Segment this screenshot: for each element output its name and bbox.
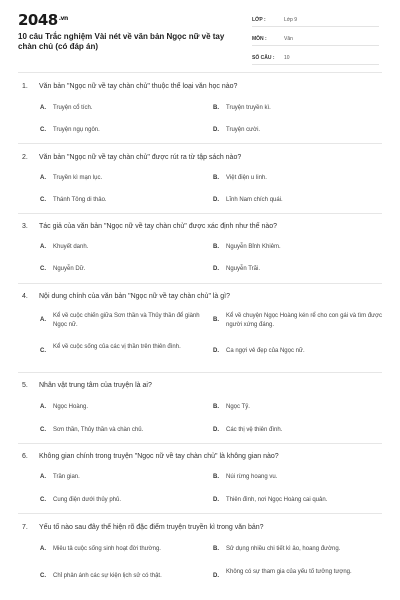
meta-row-subject bbox=[252, 32, 379, 46]
meta-label: LỚP : bbox=[252, 16, 266, 23]
option-letter: D. bbox=[213, 127, 219, 133]
option-letter: B. bbox=[213, 404, 219, 410]
option-letter: D. bbox=[213, 197, 219, 203]
question-text: Tác giả của văn bản "Ngọc nữ về tay chàn chủ" được xác định như thế nào? bbox=[39, 223, 278, 230]
option-letter: C. bbox=[40, 127, 46, 133]
option-letter: B. bbox=[213, 317, 219, 323]
option-text: Cung điện dưới thủy phủ. bbox=[53, 497, 121, 503]
option-text: Truyện ngụ ngôn. bbox=[53, 127, 100, 133]
option-letter: A. bbox=[40, 175, 46, 181]
option-text: Sử dụng nhiều chi tiết kì ảo, hoang đường. bbox=[226, 546, 341, 552]
meta-value: Lớp 9 bbox=[284, 16, 298, 23]
divider bbox=[18, 143, 382, 144]
option-letter: B. bbox=[213, 244, 219, 250]
option-text: Nguyễn Trãi. bbox=[226, 266, 261, 272]
meta-value: 10 bbox=[284, 54, 290, 61]
divider bbox=[18, 513, 382, 514]
option-text: Truyền kì mạn lục. bbox=[53, 175, 103, 181]
document-meta bbox=[252, 13, 379, 70]
option-text: Nguyễn Dữ. bbox=[53, 266, 86, 272]
logo-text: 2048 bbox=[18, 11, 58, 29]
divider bbox=[18, 283, 382, 284]
option-text: Kể về cuộc chiến giữa Sơn thần và Thủy thần để giành Ngọc nữ. bbox=[53, 313, 200, 328]
question-number: 5. bbox=[22, 382, 28, 389]
option-text: Nguyễn Bỉnh Khiêm. bbox=[226, 244, 281, 250]
option-letter: D. bbox=[213, 266, 219, 272]
divider bbox=[18, 443, 382, 444]
option-letter: A. bbox=[40, 317, 46, 323]
divider bbox=[18, 213, 382, 214]
option-letter: D. bbox=[213, 573, 219, 579]
divider bbox=[18, 72, 382, 73]
option-text: Ca ngợi vẻ đẹp của Ngọc nữ. bbox=[226, 348, 305, 354]
option-letter: A. bbox=[40, 404, 46, 410]
option-letter: A. bbox=[40, 474, 46, 480]
question-number: 6. bbox=[22, 453, 28, 460]
meta-label: MÔN : bbox=[252, 35, 267, 42]
question-number: 2. bbox=[22, 154, 28, 161]
meta-label: SỐ CÂU : bbox=[252, 54, 275, 61]
option-text: Việt điện u linh. bbox=[226, 175, 267, 181]
option-letter: B. bbox=[213, 474, 219, 480]
option-text: Kể về cuộc sống của các vị thần trên thiên đình. bbox=[53, 344, 181, 350]
option-letter: C. bbox=[40, 266, 46, 272]
option-text: Truyện cổ tích. bbox=[53, 105, 93, 111]
question-number: 3. bbox=[22, 223, 28, 230]
page-header bbox=[0, 0, 400, 72]
meta-value: Văn bbox=[284, 35, 293, 42]
option-text: Lĩnh Nam chích quái. bbox=[226, 197, 283, 203]
meta-row-count bbox=[252, 51, 379, 65]
option-text: Truyện cười. bbox=[226, 127, 261, 133]
question-number: 1. bbox=[22, 83, 28, 90]
option-text: Thiên đình, nơi Ngọc Hoàng cai quản. bbox=[226, 497, 328, 503]
option-text: Núi rừng hoang vu. bbox=[226, 474, 278, 480]
option-letter: C. bbox=[40, 348, 46, 354]
option-text: Ngọc Tỷ. bbox=[226, 404, 250, 410]
option-text: Sơn thần, Thủy thần và chàn chủ. bbox=[53, 427, 144, 433]
question-text: Văn bản "Ngọc nữ về tay chàn chủ" được rút ra từ tập sách nào? bbox=[39, 154, 242, 161]
meta-row-grade bbox=[252, 13, 379, 27]
question-text: Văn bản "Ngọc nữ về tay chàn chủ" thuộc thể loại văn học nào? bbox=[39, 83, 238, 90]
option-letter: B. bbox=[213, 105, 219, 111]
option-text: Các thị vệ thiên đình. bbox=[226, 427, 283, 433]
option-text: Miêu tả cuộc sống sinh hoạt đời thường. bbox=[53, 546, 161, 552]
option-letter: C. bbox=[40, 497, 46, 503]
option-text: Trần gian. bbox=[53, 474, 80, 480]
option-text: Thánh Tông di thảo. bbox=[53, 197, 107, 203]
question-text: Yếu tố nào sau đây thể hiện rõ đặc điểm truyện truyền kì trong văn bản? bbox=[39, 524, 264, 531]
document-title: 10 câu Trắc nghiệm Vài nét về văn bản Ngọc nữ về tay chàn chủ (có đáp án) bbox=[18, 32, 225, 51]
option-letter: C. bbox=[40, 573, 46, 579]
option-letter: C. bbox=[40, 197, 46, 203]
option-letter: D. bbox=[213, 427, 219, 433]
question-text: Nhân vật trung tâm của truyện là ai? bbox=[39, 382, 152, 389]
option-letter: D. bbox=[213, 348, 219, 354]
option-text: Kể về chuyện Ngọc Hoàng kén rể cho con gái và tìm được người xứng đáng. bbox=[226, 313, 383, 328]
option-text: Không có sự tham gia của yếu tố tưởng tượng. bbox=[226, 569, 352, 575]
option-letter: A. bbox=[40, 546, 46, 552]
option-letter: B. bbox=[213, 546, 219, 552]
option-letter: A. bbox=[40, 105, 46, 111]
site-logo[interactable] bbox=[18, 11, 68, 29]
logo-suffix: .vn bbox=[58, 15, 68, 22]
option-letter: D. bbox=[213, 497, 219, 503]
option-text: Khuyết danh. bbox=[53, 244, 89, 250]
option-text: Truyện truyền kì. bbox=[226, 105, 271, 111]
question-text: Nội dung chính của văn bản "Ngọc nữ về tay chàn chủ" là gì? bbox=[39, 293, 230, 300]
question-text: Không gian chính trong truyện "Ngọc nữ về tay chàn chủ" là không gian nào? bbox=[39, 453, 279, 460]
option-letter: C. bbox=[40, 427, 46, 433]
option-text: Ngọc Hoàng. bbox=[53, 404, 89, 410]
option-letter: A. bbox=[40, 244, 46, 250]
question-number: 7. bbox=[22, 524, 28, 531]
divider bbox=[18, 372, 382, 373]
option-letter: B. bbox=[213, 175, 219, 181]
option-text: Chỉ phản ánh các sự kiện lịch sử có thật. bbox=[53, 573, 162, 579]
question-number: 4. bbox=[22, 293, 28, 300]
